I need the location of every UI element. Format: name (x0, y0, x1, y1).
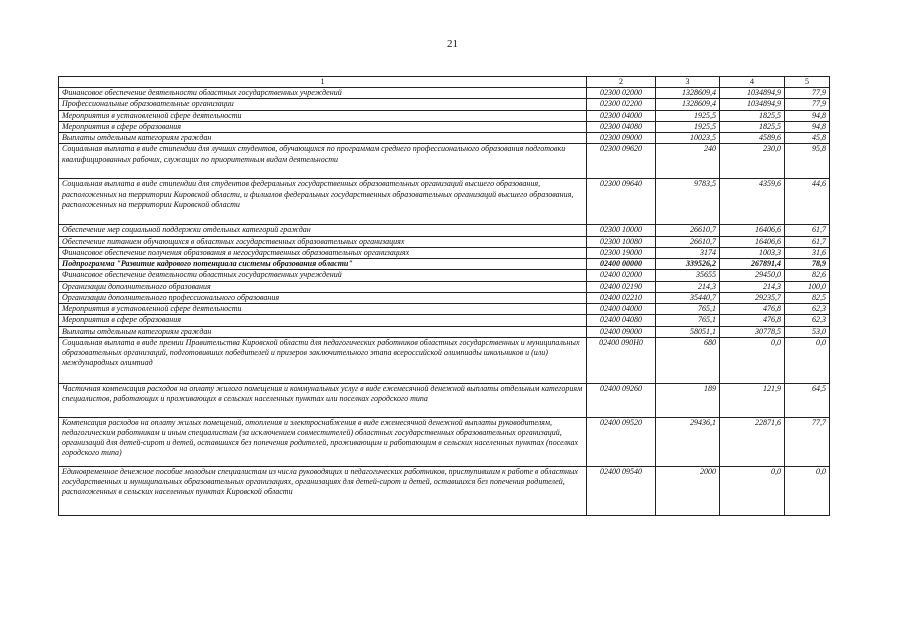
row-actual-cell: 30778,5 (720, 326, 785, 337)
row-plan-cell: 35655 (656, 270, 720, 281)
row-actual-cell: 0,0 (720, 466, 785, 515)
row-code-cell: 02300 09000 (587, 133, 656, 144)
row-code-cell: 02300 10000 (587, 225, 656, 236)
row-percent-cell: 62,3 (785, 304, 830, 315)
row-name-cell: Мероприятия в сфере образования (59, 121, 587, 132)
row-actual-cell: 1003,3 (720, 247, 785, 258)
row-code-cell: 02300 02000 (587, 88, 656, 99)
row-name-cell: Выплаты отдельным категориям граждан (59, 326, 587, 337)
row-plan-cell: 26610,7 (656, 225, 720, 236)
row-percent-cell: 64,5 (785, 383, 830, 417)
row-actual-cell: 1825,5 (720, 110, 785, 121)
row-code-cell: 02400 09000 (587, 326, 656, 337)
row-code-cell: 02300 09620 (587, 144, 656, 179)
row-actual-cell: 476,8 (720, 315, 785, 326)
row-actual-cell: 29450,0 (720, 270, 785, 281)
row-code-cell: 02400 00000 (587, 259, 656, 270)
row-name-cell: Компенсация расходов на оплату жилых помещений, отопления и электроснабжения в виде ежемесячной денежной выплаты руководителям, педагогическим работникам и иным специалистам (за исключением совместителей) областных государственных образовательных организаций, организаций для детей-сирот и детей, оставшихся без попечения родителей, проживающим и работающим в сельских населенных пунктах (поселках городского типа) (59, 417, 587, 466)
header-col-4: 4 (720, 77, 785, 88)
row-code-cell: 02300 09640 (587, 179, 656, 225)
row-name-cell: Социальная выплата в виде стипендии для студентов федеральных государственных образовательных организаций высшего образования, расположенных на территории Кировской области, и филиалов федеральных государственных образовательных организаций высшего образования, расположенных на территории Кировской области (59, 179, 587, 225)
table-row (59, 259, 830, 270)
row-name-cell: Организации дополнительного образования (59, 281, 587, 292)
table-row (59, 270, 830, 281)
table-row (59, 247, 830, 258)
row-percent-cell: 31,6 (785, 247, 830, 258)
table-row (59, 88, 830, 99)
row-name-cell: Социальная выплата в виде премии Правительства Кировской области для педагогических работников областных государственных и муниципальных образовательных организаций, подготовивших победителей и призеров заключительного этапа всероссийской олимпиады школьников и (или) международных олимпиад (59, 337, 587, 383)
row-actual-cell: 16406,6 (720, 225, 785, 236)
row-actual-cell: 230,0 (720, 144, 785, 179)
row-name-cell: Финансовое обеспечение получения образования в негосударственных образовательных организациях (59, 247, 587, 258)
row-code-cell: 02300 02200 (587, 99, 656, 110)
row-name-cell: Частичная компенсация расходов на оплату жилого помещения и коммунальных услуг в виде ежемесячной денежной выплаты отдельным категориям специалистов, работающих и проживающих в сельских населенных пунктах или поселках городского типа (59, 383, 587, 417)
row-actual-cell: 214,3 (720, 281, 785, 292)
row-actual-cell: 4359,6 (720, 179, 785, 225)
row-code-cell: 02300 04080 (587, 121, 656, 132)
row-actual-cell: 16406,6 (720, 236, 785, 247)
row-percent-cell: 82,5 (785, 292, 830, 303)
row-plan-cell: 35440,7 (656, 292, 720, 303)
row-name-cell: Мероприятия в установленной сфере деятельности (59, 304, 587, 315)
row-code-cell: 02400 090Н0 (587, 337, 656, 383)
table-row (59, 99, 830, 110)
header-col-5: 5 (785, 77, 830, 88)
row-percent-cell: 77,7 (785, 417, 830, 466)
row-name-cell: Мероприятия в сфере образования (59, 315, 587, 326)
row-percent-cell: 0,0 (785, 337, 830, 383)
row-code-cell: 02400 09260 (587, 383, 656, 417)
row-name-cell: Финансовое обеспечение деятельности областных государственных учреждений (59, 88, 587, 99)
table-row (59, 133, 830, 144)
table-row (59, 326, 830, 337)
row-plan-cell: 765,1 (656, 315, 720, 326)
row-name-cell: Выплаты отдельным категориям граждан (59, 133, 587, 144)
row-name-cell: Финансовое обеспечение деятельности областных государственных учреждений (59, 270, 587, 281)
row-name-cell: Обеспечение питанием обучающихся в областных государственных образовательных организациях (59, 236, 587, 247)
page-number: 21 (447, 38, 458, 50)
row-plan-cell: 765,1 (656, 304, 720, 315)
header-col-1: 1 (59, 77, 587, 88)
row-name-cell: Профессиональные образовательные организации (59, 99, 587, 110)
row-actual-cell: 1034894,9 (720, 88, 785, 99)
row-code-cell: 02400 02210 (587, 292, 656, 303)
row-plan-cell: 1925,5 (656, 121, 720, 132)
table-row (59, 179, 830, 225)
row-plan-cell: 9783,5 (656, 179, 720, 225)
row-plan-cell: 58051,1 (656, 326, 720, 337)
row-code-cell: 02300 04000 (587, 110, 656, 121)
table-row (59, 292, 830, 303)
row-percent-cell: 78,9 (785, 259, 830, 270)
row-code-cell: 02400 09520 (587, 417, 656, 466)
row-percent-cell: 82,6 (785, 270, 830, 281)
row-plan-cell: 680 (656, 337, 720, 383)
row-percent-cell: 0,0 (785, 466, 830, 515)
table-row (59, 121, 830, 132)
row-actual-cell: 4589,6 (720, 133, 785, 144)
table-row (59, 304, 830, 315)
row-plan-cell: 3174 (656, 247, 720, 258)
row-actual-cell: 1034894,9 (720, 99, 785, 110)
row-percent-cell: 45,8 (785, 133, 830, 144)
budget-table (58, 76, 830, 516)
table-row (59, 281, 830, 292)
row-actual-cell: 476,8 (720, 304, 785, 315)
row-plan-cell: 10023,5 (656, 133, 720, 144)
row-percent-cell: 77,9 (785, 99, 830, 110)
row-percent-cell: 94,8 (785, 121, 830, 132)
row-plan-cell: 1328609,4 (656, 99, 720, 110)
row-code-cell: 02400 02190 (587, 281, 656, 292)
row-name-cell: Единовременное денежное пособие молодым специалистам из числа руководящих и педагогических работников, приступившим к работе в областных государственных и муниципальных образовательных организациях, организациях для детей-сирот и детей, оставшихся без попечения родителей, расположенных в сельских населенных пунктах Кировской области (59, 466, 587, 515)
row-percent-cell: 61,7 (785, 225, 830, 236)
row-plan-cell: 1925,5 (656, 110, 720, 121)
row-plan-cell: 29436,1 (656, 417, 720, 466)
row-percent-cell: 44,6 (785, 179, 830, 225)
row-plan-cell: 214,3 (656, 281, 720, 292)
table-row (59, 110, 830, 121)
row-name-cell: Организации дополнительного профессионального образования (59, 292, 587, 303)
table-header-row (59, 77, 830, 88)
row-percent-cell: 77,9 (785, 88, 830, 99)
row-actual-cell: 22871,6 (720, 417, 785, 466)
row-percent-cell: 94,8 (785, 110, 830, 121)
row-actual-cell: 29235,7 (720, 292, 785, 303)
row-percent-cell: 95,8 (785, 144, 830, 179)
row-name-cell: Мероприятия в установленной сфере деятельности (59, 110, 587, 121)
row-code-cell: 02400 04080 (587, 315, 656, 326)
row-name-cell: Социальная выплата в виде стипендии для лучших студентов, обучающихся по программам среднего профессионального образования подготовки квалифицированных рабочих, служащих по приоритетным видам деятельности (59, 144, 587, 179)
row-plan-cell: 339526,2 (656, 259, 720, 270)
row-name-cell: Обеспечение мер социальной поддержки отдельных категорий граждан (59, 225, 587, 236)
row-actual-cell: 267891,4 (720, 259, 785, 270)
row-actual-cell: 1825,5 (720, 121, 785, 132)
table-row (59, 337, 830, 383)
table-row (59, 417, 830, 466)
row-plan-cell: 26610,7 (656, 236, 720, 247)
table-row (59, 225, 830, 236)
row-plan-cell: 189 (656, 383, 720, 417)
row-percent-cell: 61,7 (785, 236, 830, 247)
row-code-cell: 02300 19000 (587, 247, 656, 258)
row-plan-cell: 1328609,4 (656, 88, 720, 99)
table-row (59, 315, 830, 326)
row-code-cell: 02400 04000 (587, 304, 656, 315)
table-row (59, 466, 830, 515)
row-name-cell: Подпрограмма "Развитие кадрового потенциала системы образования области" (59, 259, 587, 270)
header-col-2: 2 (587, 77, 656, 88)
row-code-cell: 02300 10080 (587, 236, 656, 247)
row-percent-cell: 100,0 (785, 281, 830, 292)
row-actual-cell: 0,0 (720, 337, 785, 383)
row-plan-cell: 240 (656, 144, 720, 179)
row-actual-cell: 121,9 (720, 383, 785, 417)
table-row (59, 383, 830, 417)
header-col-3: 3 (656, 77, 720, 88)
row-percent-cell: 53,0 (785, 326, 830, 337)
row-code-cell: 02400 02000 (587, 270, 656, 281)
row-percent-cell: 62,3 (785, 315, 830, 326)
table-row (59, 144, 830, 179)
row-code-cell: 02400 09540 (587, 466, 656, 515)
table-row (59, 236, 830, 247)
row-plan-cell: 2000 (656, 466, 720, 515)
